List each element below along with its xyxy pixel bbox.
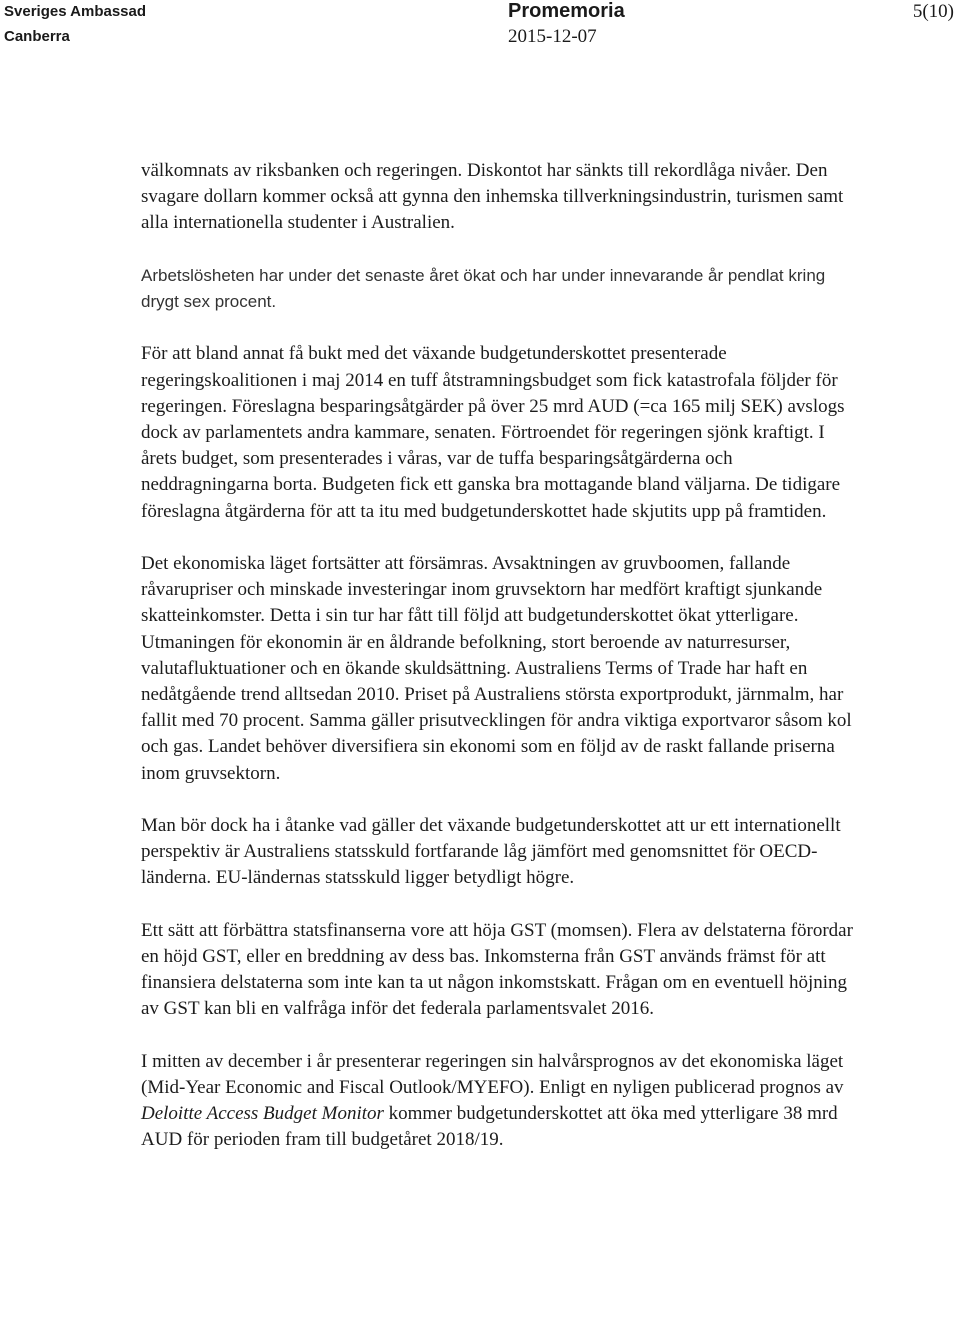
page-header xyxy=(0,0,960,50)
sender-city: Canberra xyxy=(4,28,70,45)
paragraph: Det ekonomiska läget fortsätter att försämras. Avsaktningen av gruvboomen, fallande råvarupriser och minskade investeringar inom gruvsektorn har medfört kraftigt sjunkande skatteinkomster. Detta i sin tur har fått till följd att budgetunderskottet ökat ytterligare. Utmaningen för ekonomin är en åldrande befolkning, stort beroende av naturresurser, valutafluktuationer och en ökande skuldsättning. Australiens Terms of Trade har haft en nedåtgående trend alltsedan 2010. Priset på Australiens största exportprodukt, järnmalm, har fallit med 70 procent. Samma gäller prisutvecklingen för andra viktiga exportvaror såsom kol och gas. Landet behöver diversifiera sin ekonomi som en följd av de raskt fallande priserna inom gruvsektorn. xyxy=(141,553,852,784)
document-date: 2015-12-07 xyxy=(508,26,597,47)
page-number: 5(10) xyxy=(912,1,954,22)
paragraph: Man bör dock ha i åtanke vad gäller det växande budgetunderskottet att ur ett internationellt perspektiv är Australiens statsskuld fortfarande låg jämfört med genomsnittet för OECD-länderna. EU-ländernas statsskuld ligger betydligt högre. xyxy=(141,815,841,889)
publication-title: Deloitte Access Budget Monitor xyxy=(141,1103,384,1125)
paragraph: För att bland annat få bukt med det växande budgetunderskottet presenterade regeringskoalitionen i maj 2014 en tuff åtstramningsbudget som fick katastrofala följder för regeringen. Föreslagna besparingsåtgärder på över 25 mrd AUD (=ca 165 milj SEK) avslogs dock av parlamentets andra kammare, senaten. Förtroendet för regeringen sjönk kraftigt. I årets budget, som presenterades i våras, var de tuffa besparingsåtgärderna och neddragningarna borta. Budgeten fick ett ganska bra mottagande bland väljarna. De tidigare föreslagna åtgärderna för att ta itu med budgetunderskottet hade skjutits upp på framtiden. xyxy=(141,343,845,522)
paragraph-text: I mitten av december i år presenterar regeringen sin halvårsprognos av det ekonomiska läget (Mid-Year Economic and Fiscal Outlook/MYEFO). Enligt en nyligen publicerad prognos av xyxy=(141,1050,844,1099)
paragraph: välkomnats av riksbanken och regeringen. Diskontot har sänkts till rekordlåga nivåer. Den svagare dollarn kommer också att gynna den inhemska tillverkningsindustrin, turismen samt alla internationella studenter i Australien. xyxy=(141,160,844,234)
paragraph-text: kommer budgetunderskottet att öka med ytterligare 38 mrd AUD för perioden fram till budgetåret 2018/19. xyxy=(141,1103,838,1151)
document-body xyxy=(141,158,853,1180)
paragraph: Ett sätt att förbättra statsfinanserna vore att höja GST (momsen). Flera av delstaterna förordar en höjd GST, eller en breddning av dess bas. Inkomsterna från GST används främst för att finansiera delstaterna som inte kan ta ut någon inkomstskatt. Frågan om en eventuell höjning av GST kan bli en valfråga inför det federala parlamentsvalet 2016. xyxy=(141,919,853,1020)
document-type: Promemoria xyxy=(508,0,625,22)
paragraph: Arbetslösheten har under det senaste året ökat och har under innevarande år pendlat kring drygt sex procent. xyxy=(141,265,826,311)
sender-organization: Sveriges Ambassad xyxy=(4,3,147,20)
paragraph xyxy=(141,1049,853,1154)
